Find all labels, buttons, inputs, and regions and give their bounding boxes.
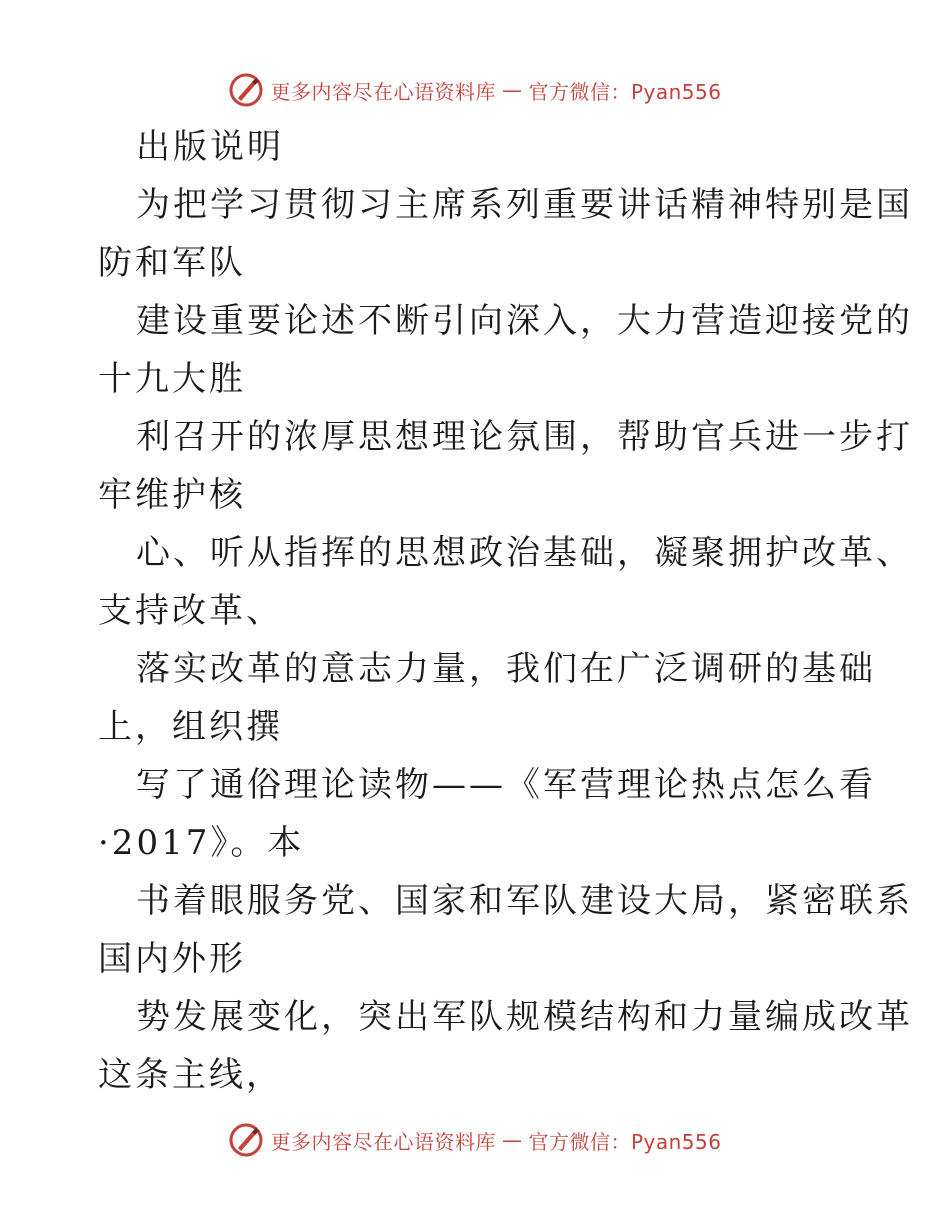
pen-logo-icon <box>228 72 264 108</box>
doc-line: 十九大胜 <box>98 359 246 399</box>
banner-dash: — <box>501 1128 523 1152</box>
doc-line: 国内外形 <box>98 939 246 979</box>
footer-watermark-banner <box>0 1120 950 1160</box>
doc-line: 落实改革的意志力量，我们在广泛调研的基础 <box>136 649 876 689</box>
doc-line: 防和军队 <box>98 243 246 283</box>
doc-line: 出版说明 <box>136 127 284 167</box>
banner-wechat-id: 官方微信：Pyan556 <box>528 79 722 104</box>
banner-main-text: 更多内容尽在心语资料库 <box>270 1129 496 1154</box>
doc-line: 上，组织撰 <box>98 707 283 747</box>
doc-line: ·2017》。本 <box>98 823 305 863</box>
doc-line: 建设重要论述不断引向深入，大力营造迎接党的 <box>136 301 913 341</box>
banner-wechat-id: 官方微信：Pyan556 <box>528 1129 722 1154</box>
doc-line: 这条主线， <box>98 1055 283 1095</box>
pen-logo-icon <box>228 1122 264 1158</box>
doc-line: 利召开的浓厚思想理论氛围，帮助官兵进一步打 <box>136 417 913 457</box>
doc-line: 写了通俗理论读物——《军营理论热点怎么看 <box>136 765 876 805</box>
banner-dash: — <box>501 78 523 102</box>
document-body <box>98 118 913 1104</box>
doc-line: 书着眼服务党、国家和军队建设大局，紧密联系 <box>136 881 913 921</box>
doc-line: 势发展变化，突出军队规模结构和力量编成改革 <box>136 997 913 1037</box>
doc-line: 牢维护核 <box>98 475 246 515</box>
doc-line: 心、听从指挥的思想政治基础，凝聚拥护改革、 <box>136 533 913 573</box>
header-watermark-banner <box>0 70 950 110</box>
doc-line: 支持改革、 <box>98 591 283 631</box>
banner-main-text: 更多内容尽在心语资料库 <box>270 79 496 104</box>
doc-line: 为把学习贯彻习主席系列重要讲话精神特别是国 <box>136 185 913 225</box>
